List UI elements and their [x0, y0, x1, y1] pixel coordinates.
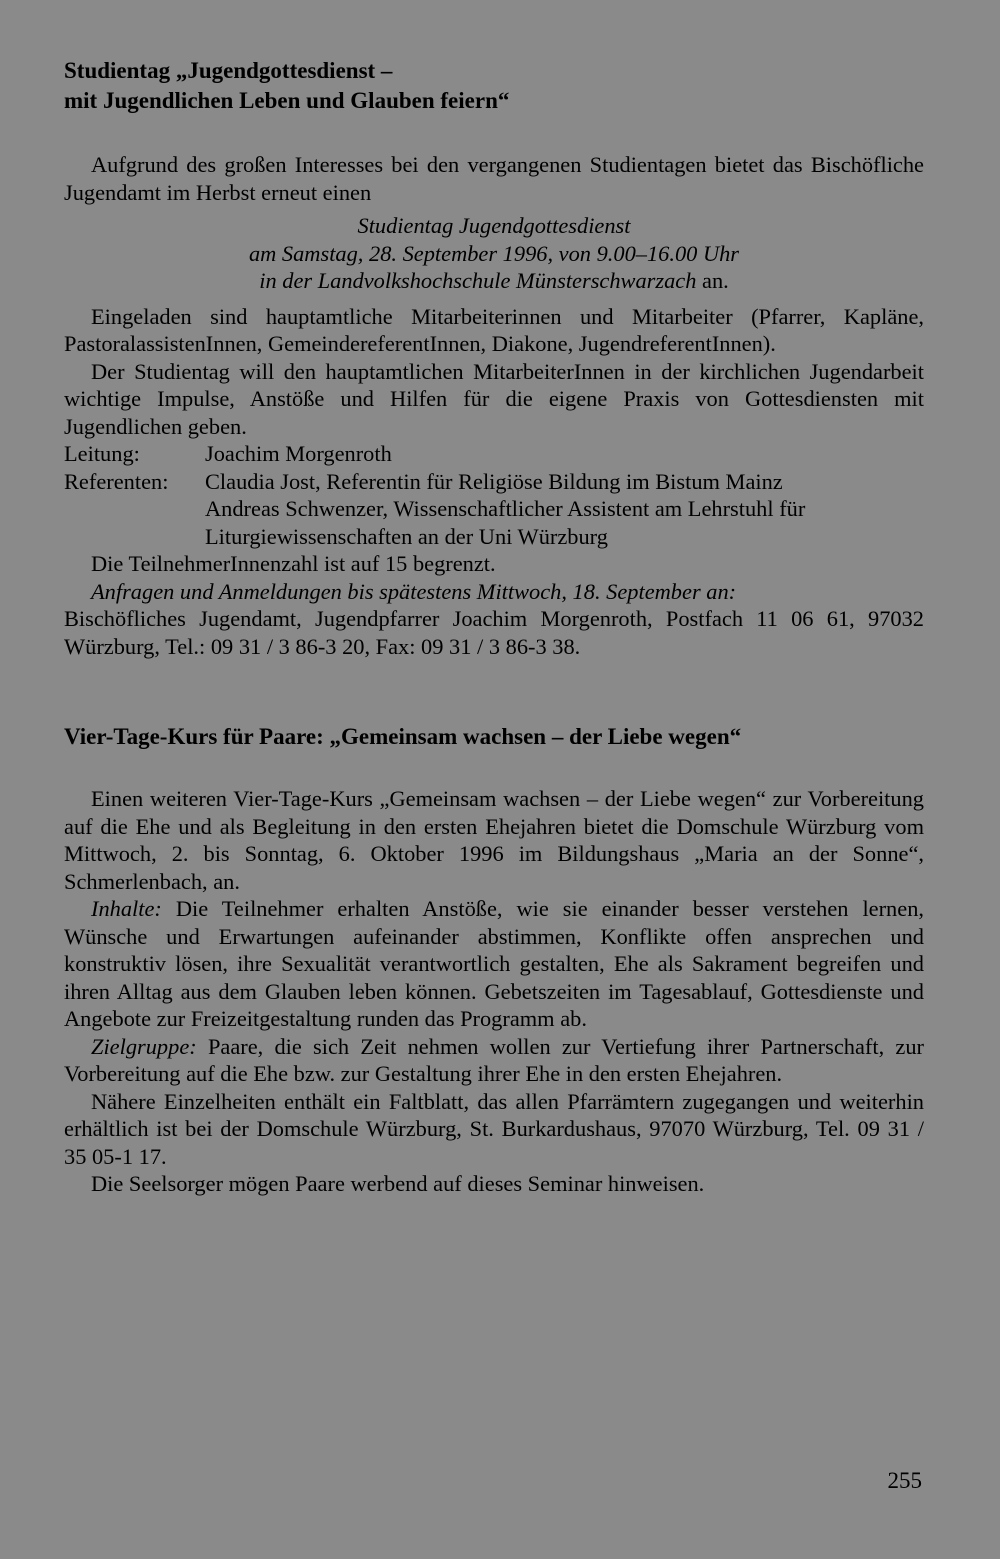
section2-details: Nähere Einzelheiten enthält ein Faltblatt, das allen Pfarrämtern zugegangen und weiterhin erhältlich ist bei der Domschule Würzburg, St. Burkardushaus, 97070 Würzburg, Tel. 09 31 / 35 05-1 17.: [64, 1088, 924, 1169]
section2-inhalte: [64, 895, 924, 1033]
section2-title: Vier-Tage-Kurs für Paare: „Gemeinsam wachsen – der Liebe wegen“: [64, 724, 742, 749]
section1-invited: Eingeladen sind hauptamtliche Mitarbeiterinnen und Mitarbeiter (Pfarrer, Kapläne, PastoralassistenInnen, GemeindereferentInnen, Diakone, JugendreferentInnen).: [64, 303, 924, 356]
referenten-row: [64, 468, 924, 551]
section1-title-line1: Studientag „Jugendgottesdienst –: [64, 58, 393, 83]
page-content: [64, 56, 924, 1198]
leitung-value: Joachim Morgenroth: [205, 441, 392, 466]
section-studientag: [64, 56, 924, 660]
event-location: [64, 267, 924, 295]
zielgruppe-label: Zielgruppe:: [91, 1033, 197, 1059]
event-name: Studientag Jugendgottesdienst: [357, 213, 631, 238]
section-vier-tage-kurs: [64, 722, 924, 1198]
referent-1: Claudia Jost, Referentin für Religiöse Bildung im Bistum Mainz: [205, 468, 783, 494]
page-number: 255: [887, 1468, 922, 1493]
zielgruppe-text: Paare, die sich Zeit nehmen wollen zur Vertiefung ihrer Partnerschaft, zur Vorbereitung auf die Ehe bzw. zur Gestaltung ihrer Ehe in den ersten Ehejahren.: [64, 1033, 924, 1086]
event-location-name: in der Landvolkshochschule Münsterschwarzach: [259, 268, 697, 293]
section1-limit: Die TeilnehmerInnenzahl ist auf 15 begrenzt.: [91, 551, 496, 576]
leitung-label: Leitung:: [64, 441, 140, 466]
section1-title-line2: mit Jugendlichen Leben und Glauben feiern“: [64, 88, 510, 113]
section1-purpose: Der Studientag will den hauptamtlichen MitarbeiterInnen in der kirchlichen Jugendarbeit wichtige Impulse, Anstöße und Hilfen für die eigene Praxis von Gottesdiensten mit Jugendlichen geben.: [64, 358, 924, 439]
inhalte-text: Die Teilnehmer erhalten Anstöße, wie sie einander besser verstehen lernen, Wünsche und Erwartungen aufeinander abstimmen, Konflikte offen ansprechen und konstruktiv lösen, ihre Sexualität verantwortlich gestalten, Ehe als Sakrament begreifen und ihren Alltag aus dem Glauben leben können. Gebetszeiten im Tagesablauf, Gottesdienste und Angebote zur Freizeitgestaltung runden das Programm ab.: [64, 896, 924, 1031]
leitung-row: [64, 440, 924, 468]
inhalte-label: Inhalte:: [91, 896, 162, 921]
section2-intro: Einen weiteren Vier-Tage-Kurs „Gemeinsam wachsen – der Liebe wegen“ zur Vorbereitung auf die Ehe und als Begleitung in den ersten Ehejahren bietet die Domschule Würzburg vom Mittwoch, 2. bis Sonntag, 6. Oktober 1996 im Bildungshaus „Maria an der Sonne“, Schmerlenbach, an.: [64, 786, 924, 894]
section2-zielgruppe: [64, 1033, 924, 1088]
event-date: am Samstag, 28. September 1996, von 9.00–16.00 Uhr: [248, 240, 740, 266]
section1-intro: Aufgrund des großen Interesses bei den vergangenen Studientagen bietet das Bischöfliche Jugendamt im Herbst erneut einen: [64, 152, 924, 205]
registration-label: Anfragen und Anmeldungen bis spätestens Mittwoch, 18. September an:: [91, 578, 737, 604]
event-location-suffix: an.: [696, 268, 729, 293]
registration-contact: Bischöfliches Jugendamt, Jugendpfarrer Joachim Morgenroth, Postfach 11 06 61, 97032 Würzburg, Tel.: 09 31 / 3 86-3 20, Fax: 09 31 / 3 86-3 38.: [64, 606, 924, 659]
referent-2: Andreas Schwenzer, Wissenschaftlicher Assistent am Lehrstuhl für Liturgiewissenschaften an der Uni Würzburg: [205, 496, 806, 549]
referenten-label: Referenten:: [64, 468, 169, 494]
referenten-list: [205, 468, 924, 551]
section2-closing: Die Seelsorger mögen Paare werbend auf dieses Seminar hinweisen.: [91, 1171, 705, 1196]
